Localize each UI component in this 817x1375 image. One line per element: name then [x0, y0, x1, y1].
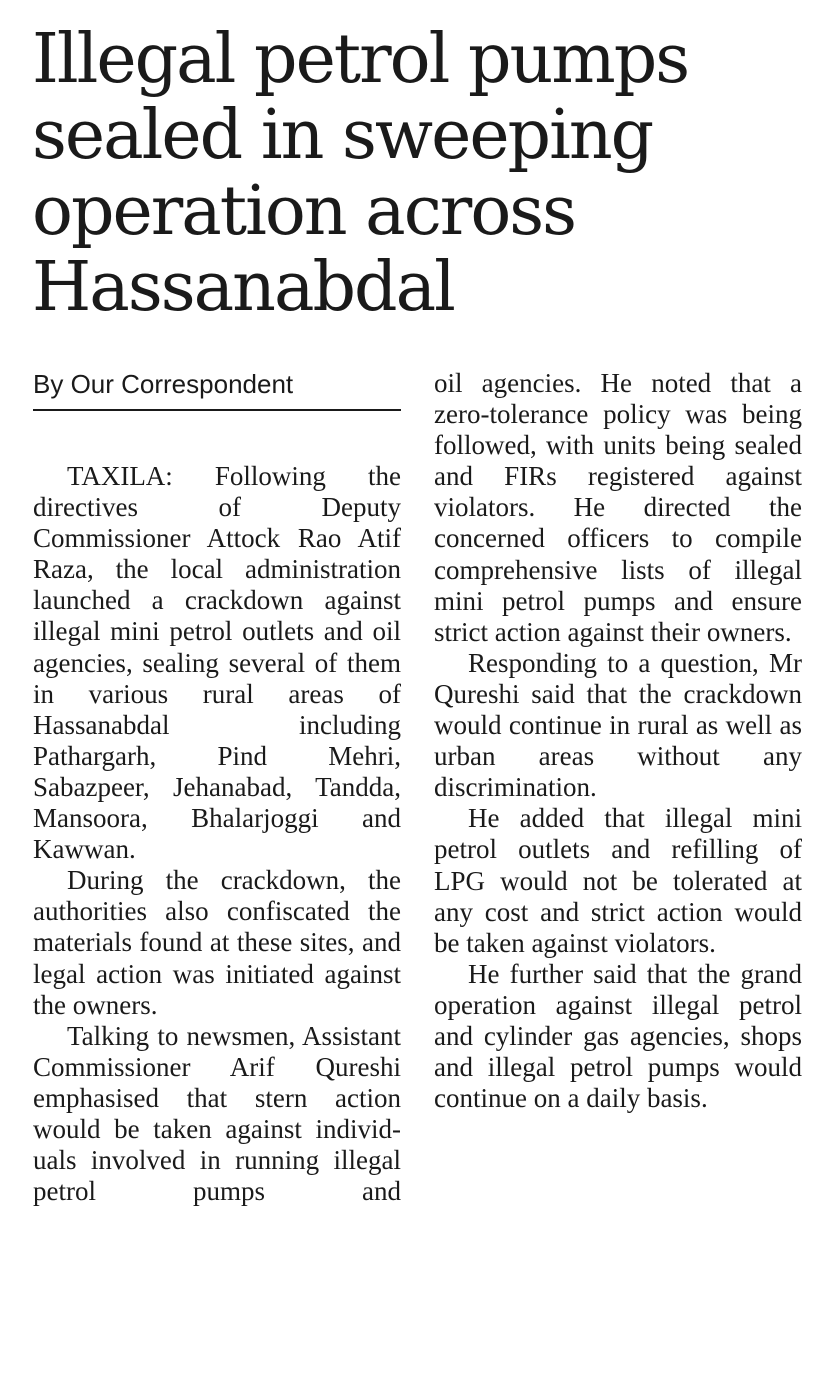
paragraph-3-continued: oil agencies. He noted that a zero-tolerance policy was being followed, with units being sealed and FIRs registered against violators. He directed the concerned officers to compile comprehensive lists of illegal mini petrol pumps and ensure strict action against their owners.: [434, 368, 802, 647]
byline-block: [33, 364, 401, 419]
article-column-right: [434, 368, 802, 1114]
article-column-left: [33, 461, 401, 1207]
byline-divider: [33, 409, 401, 411]
paragraph-6: He further said that the grand operation against illegal petrol and cylinder gas agencies, shops and illegal petrol pumps would continue on a daily basis.: [434, 958, 802, 1114]
paragraph-4: Responding to a question, Mr Qureshi said that the crackdown would continue in rural as well as urban areas without any discrimination.: [434, 647, 802, 803]
paragraph-3: Talking to newsmen, Assistant Commissioner Arif Qureshi emphasised that stern action would be taken against individuals involved in running illegal petrol pumps and: [33, 1020, 401, 1207]
paragraph-5: He added that illegal mini petrol outlets and refilling of LPG would not be tolerated at any cost and strict action would be taken against violators.: [434, 803, 802, 958]
paragraph-2: During the crackdown, the authorities also confiscated the materials found at these sites, and legal action was initiated against the owners.: [33, 865, 401, 1020]
byline: By Our Correspondent: [33, 369, 294, 399]
headline: Illegal petrol pumps sealed in sweeping operation across Hassanabdal: [32, 20, 689, 327]
paragraph-1: TAXILA: Following the directives of Deputy Commissioner Attock Rao Atif Raza, the local administration launched a crackdown against illegal mini petrol outlets and oil agencies, sealing several of them in various rural areas of Hassanabdal including Pathargarh, Pind Mehri, Sabazpeer, Jehanabad, Tandda, Mansoora, Bhalarjoggi and Kawwan.: [33, 461, 401, 865]
